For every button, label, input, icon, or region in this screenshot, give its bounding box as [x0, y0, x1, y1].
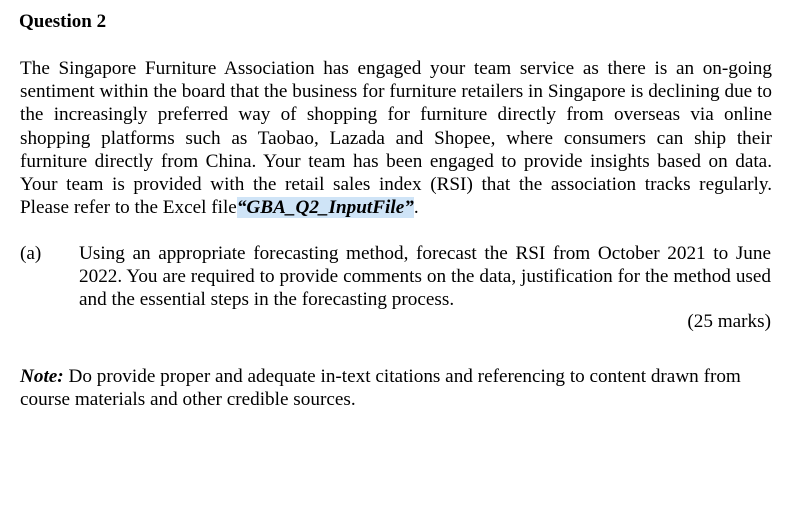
- question-intro-paragraph: [20, 57, 772, 219]
- intro-end: .: [413, 197, 419, 219]
- part-a-text: Using an appropriate forecasting method, forecast the RSI from October 2021 to June 2022. You are required to provide comments on the data, justification for the method used and the essential steps in the forecasting process.: [79, 243, 771, 310]
- part-a-label: (a): [20, 243, 42, 264]
- intro-text: The Singapore Furniture Association has engaged your team service as there is an on-going sentiment within the board that the business for furniture retailers in Singapore is declining due to the increasingly preferred way of shopping for furniture directly from overseas via online shopping platforms such as Taobao, Lazada and Shopee, where consumers can ship their furniture directly from China. Your team has been engaged to provide insights based on data. Your team is provided with the retail sales index (RSI) that the association tracks regularly. Please refer to the Excel file: [20, 58, 772, 219]
- note-text: Do provide proper and adequate in-text citations and referencing to content drawn from course materials and other credible sources.: [20, 366, 741, 410]
- note-label: Note:: [20, 366, 64, 387]
- part-a-marks: (25 marks): [687, 311, 771, 332]
- question-title: Question 2: [19, 11, 107, 32]
- selected-file-name[interactable]: “GBA_Q2_InputFile”: [236, 197, 414, 219]
- note-paragraph: [20, 365, 774, 411]
